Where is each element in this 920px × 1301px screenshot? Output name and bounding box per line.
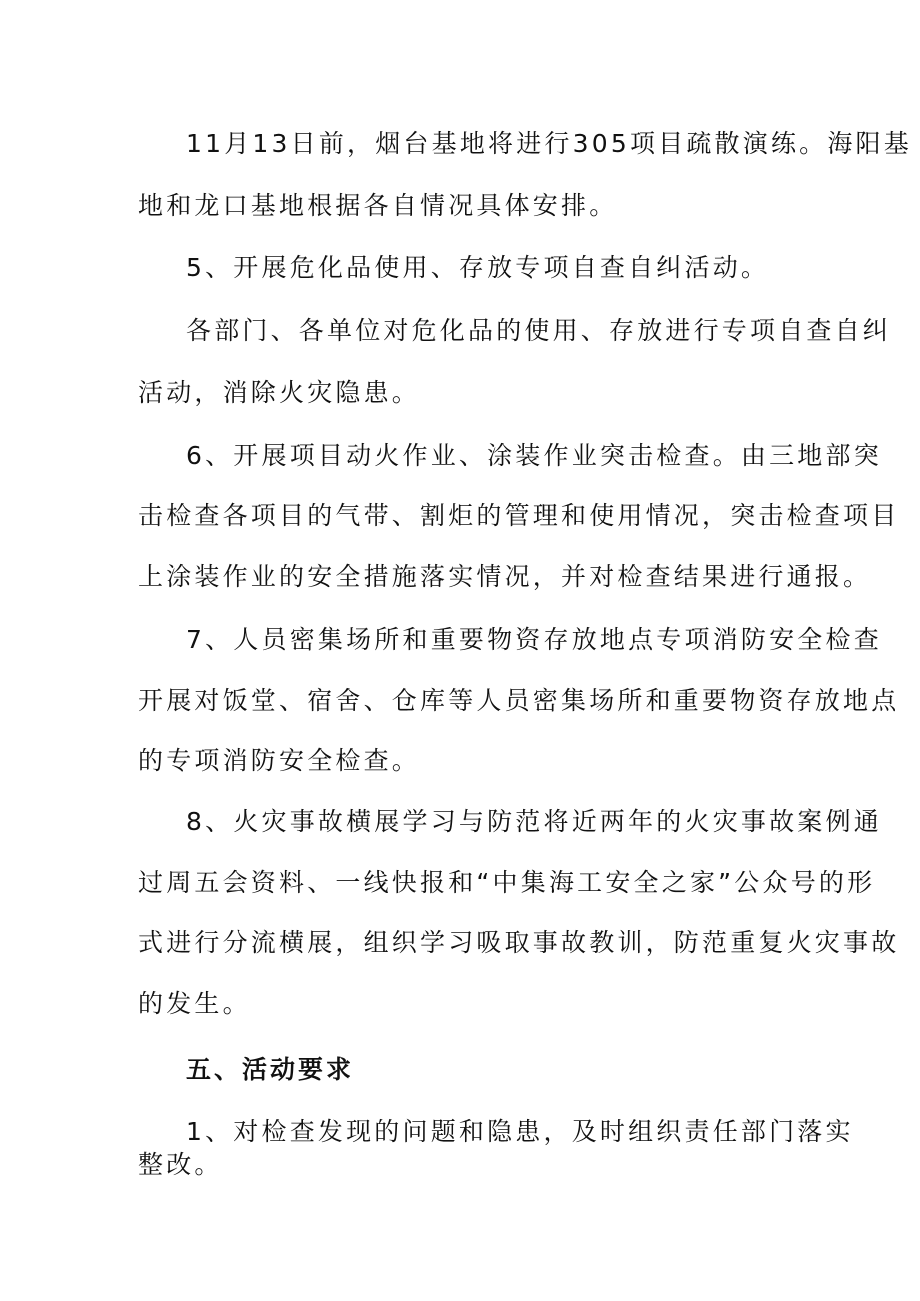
paragraph-5-line-3: 的专项消防安全检查。 bbox=[138, 746, 421, 775]
paragraph-6-line-3: 式进行分流横展，组织学习吸取事故教训，防范重复火灾事故 bbox=[138, 928, 900, 957]
paragraph-6-line-2: 过周五会资料、一线快报和“中集海工安全之家”公众号的形 bbox=[138, 868, 876, 897]
paragraph-3-line-1: 各部门、各单位对危化品的使用、存放进行专项自查自纠 bbox=[186, 316, 892, 345]
paragraph-1-line-2: 地和龙口基地根据各自情况具体安排。 bbox=[138, 191, 618, 220]
paragraph-4-line-3: 上涂装作业的安全措施落实情况，并对检查结果进行通报。 bbox=[138, 562, 872, 591]
paragraph-3-line-2: 活动，消除火灾隐患。 bbox=[138, 378, 421, 407]
paragraph-4-line-1: 6、开展项目动火作业、涂装作业突击检查。由三地部突 bbox=[186, 441, 882, 470]
paragraph-2-line-1: 5、开展危化品使用、存放专项自查自纠活动。 bbox=[186, 253, 770, 282]
section-heading: 五、活动要求 bbox=[186, 1055, 355, 1084]
paragraph-5-line-1: 7、人员密集场所和重要物资存放地点专项消防安全检查 bbox=[186, 625, 882, 654]
paragraph-5-line-2: 开展对饭堂、宿舍、仓库等人员密集场所和重要物资存放地点 bbox=[138, 686, 900, 715]
paragraph-6-line-4: 的发生。 bbox=[138, 989, 251, 1018]
paragraph-8-line-1: 1、对检查发现的问题和隐患，及时组织责任部门落实 bbox=[186, 1117, 854, 1146]
paragraph-1-line-1: 11月13日前，烟台基地将进行305项目疏散演练。海阳基 bbox=[186, 129, 912, 158]
paragraph-8-line-2: 整改。 bbox=[138, 1150, 223, 1179]
paragraph-4-line-2: 击检查各项目的气带、割炬的管理和使用情况，突击检查项目 bbox=[138, 501, 900, 530]
paragraph-6-line-1: 8、火灾事故横展学习与防范将近两年的火灾事故案例通 bbox=[186, 807, 882, 836]
